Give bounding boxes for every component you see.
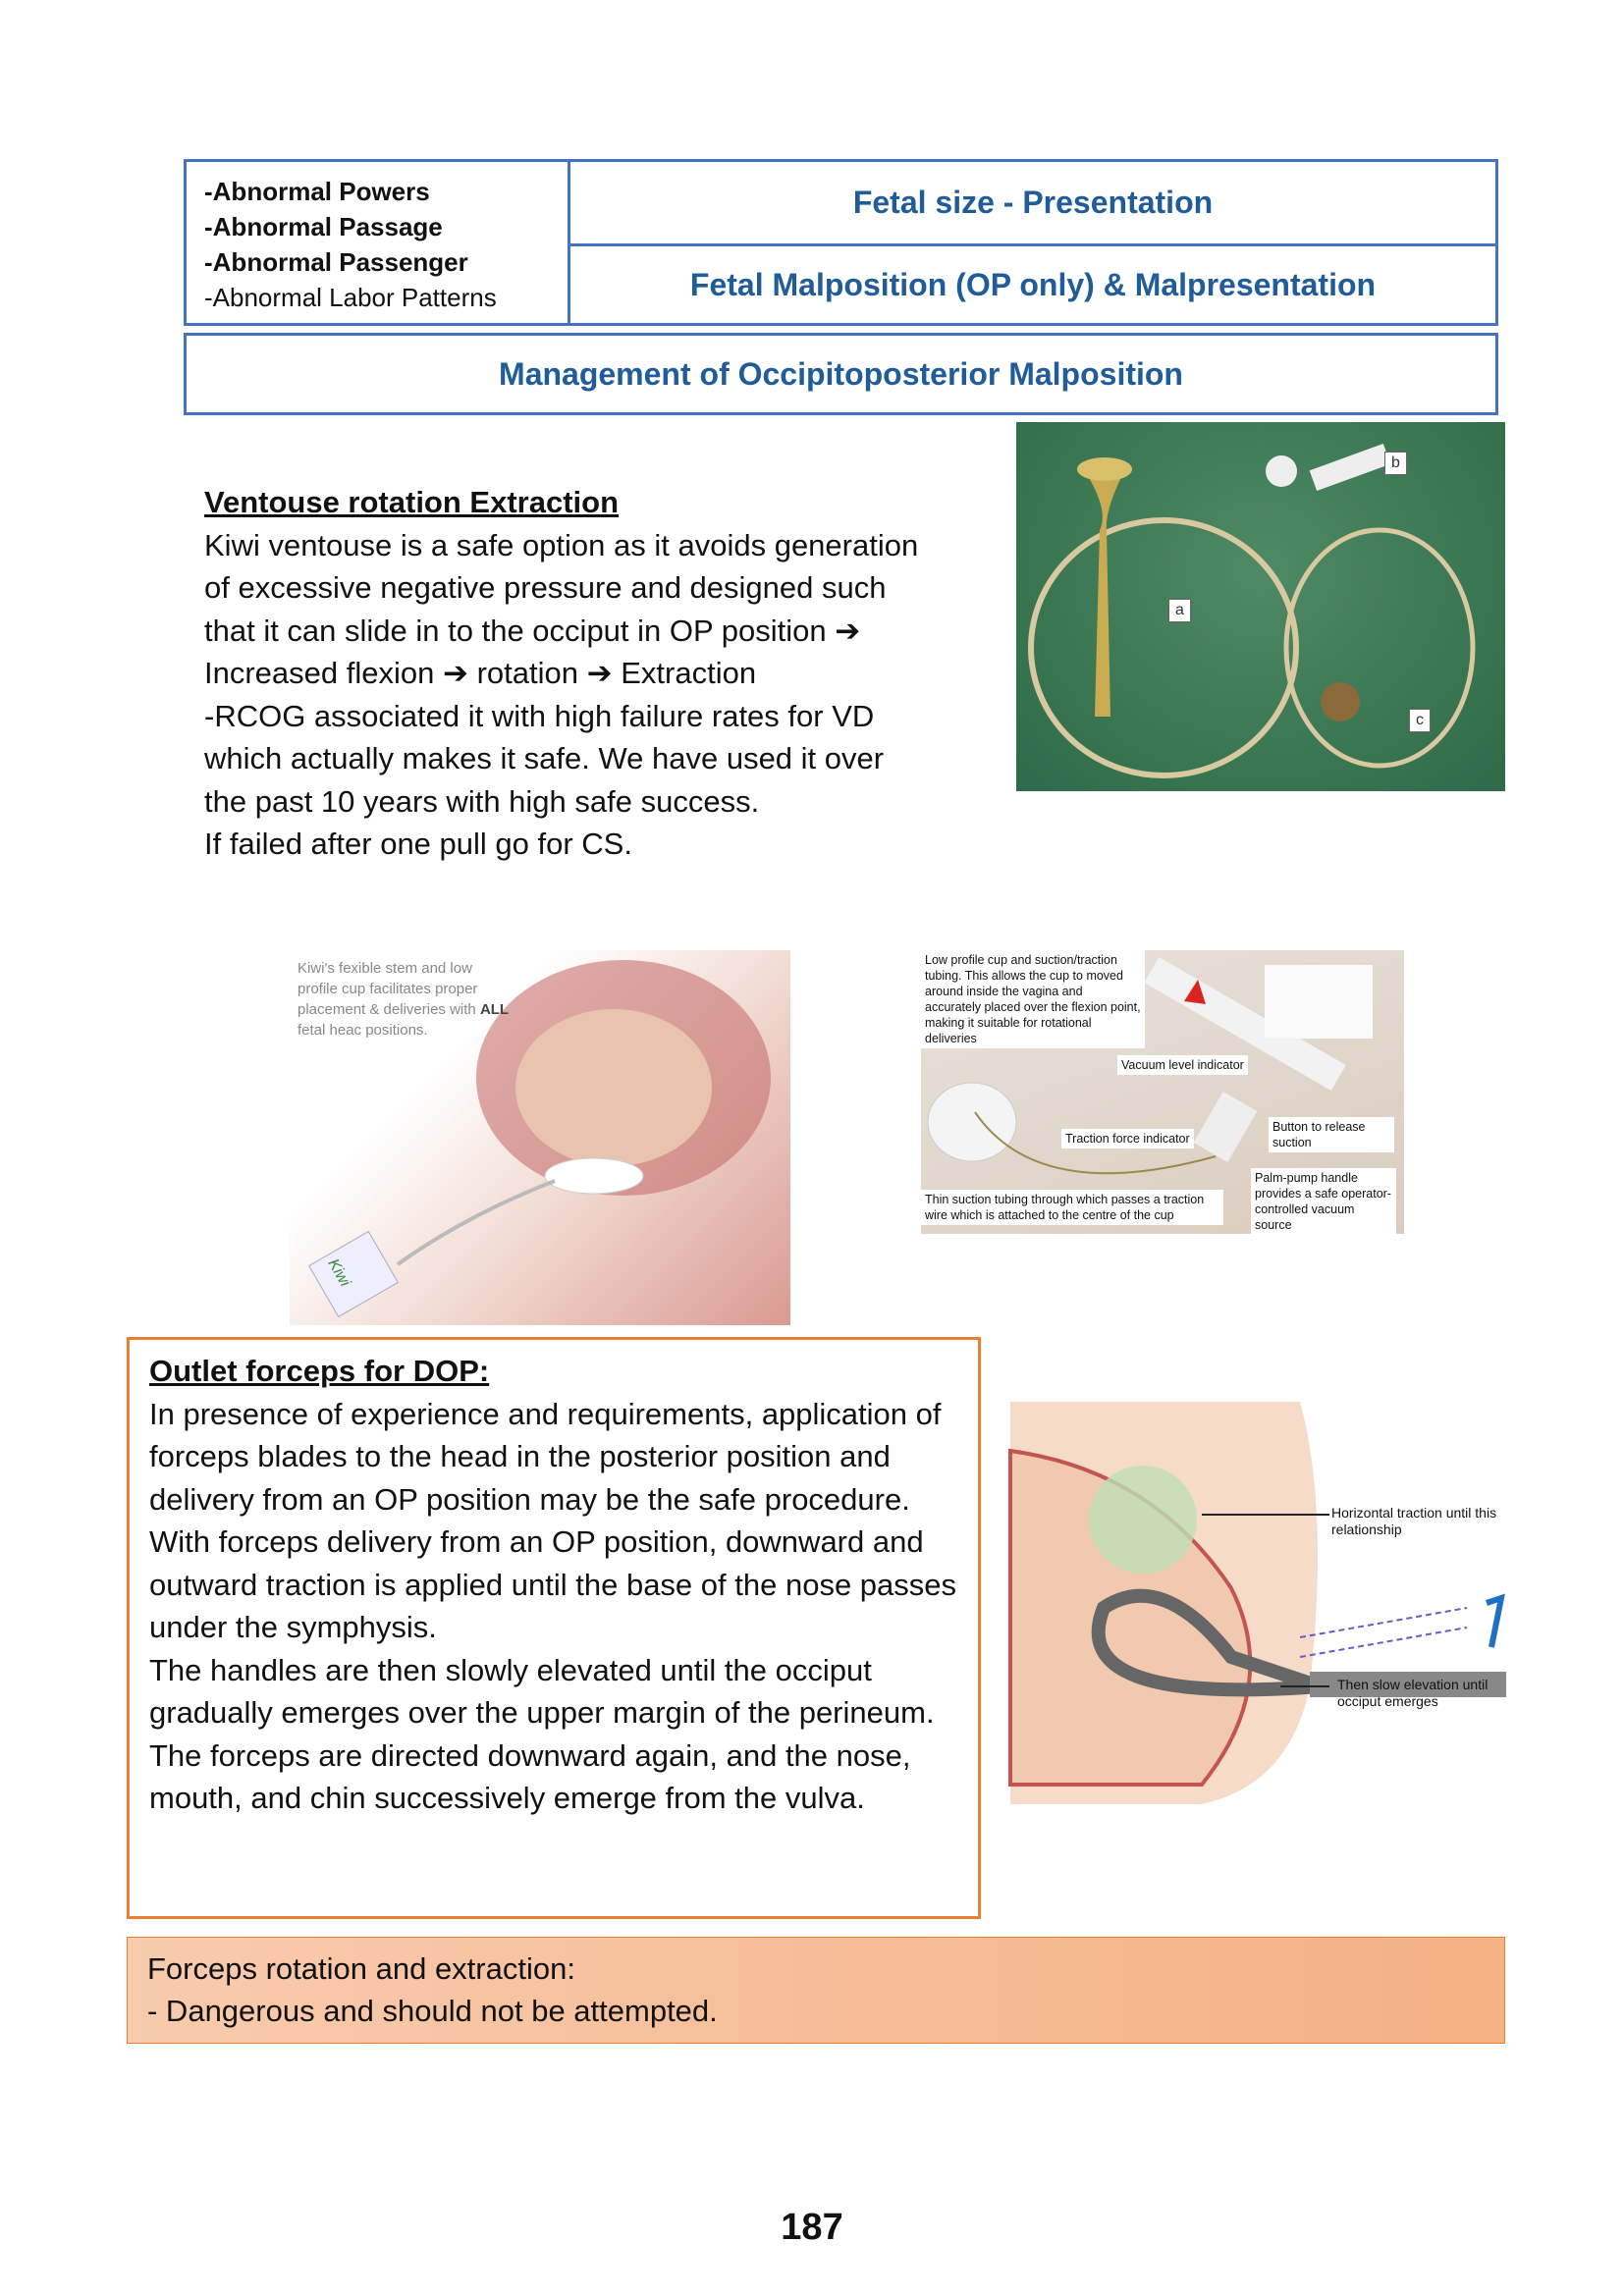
causes-list <box>184 159 570 326</box>
kiwi-brand: Kiwi <box>324 1255 353 1290</box>
forceps-p1: In presence of experience and requirements, application of forceps blades to the head in the posterior position and delivery from an OP position may be the safe procedure. <box>149 1396 942 1517</box>
ventouse-kit-photo <box>1016 422 1505 791</box>
kit-drawing <box>1016 422 1505 791</box>
ventouse-heading: Ventouse rotation Extraction <box>204 485 620 519</box>
kiwi-labeled-photo <box>921 950 1404 1234</box>
cause-passage: -Abnormal Passage <box>204 212 443 241</box>
topic-heading: Fetal size - Presentation <box>568 159 1498 246</box>
step-extraction: Extraction <box>621 656 757 690</box>
traction-label: Traction force indicator <box>1061 1129 1194 1148</box>
arrow-icon: ➔ <box>835 613 861 648</box>
forceps-heading: Outlet forceps for DOP: <box>149 1354 490 1388</box>
warning-title: Forceps rotation and extraction: <box>147 1951 575 1986</box>
ventouse-section <box>204 481 931 866</box>
arrow-icon: ➔ <box>586 656 613 690</box>
forceps-p3: The handles are then slowly elevated until the occiput gradually emerges over the upper margin of the perineum. The forceps are directed downward again, and the nose, mouth, and chin successively emerge from the vulva. <box>149 1652 935 1815</box>
page-number: 187 <box>781 2207 843 2248</box>
step-flexion: Increased flexion <box>204 656 435 690</box>
label-b: b <box>1384 452 1407 475</box>
label-a: a <box>1168 599 1191 622</box>
tubing-label: Thin suction tubing through which passes a traction wire which is attached to the centre of the cup <box>921 1190 1223 1225</box>
ventouse-text: Kiwi ventouse is a safe option as it avoids generation of excessive negative pressure and designed such that it can slide in to the occiput in OP position <box>204 527 919 648</box>
subtopic-heading: Fetal Malposition (OP only) & Malpresentation <box>568 243 1498 326</box>
palm-label: Palm-pump handle provides a safe operator-controlled vacuum source <box>1251 1168 1396 1234</box>
step-rotation: rotation <box>476 656 579 690</box>
arrow-icon: ➔ <box>443 656 468 690</box>
cup-label: Low profile cup and suction/traction tubing. This allows the cup to moved around inside the vagina and accurately placed over the flexion point, making it suitable for rotational deliveries <box>921 950 1145 1048</box>
cs-note: If failed after one pull go for CS. <box>204 827 632 861</box>
caption-text: Kiwi's fexible stem and low profile cup facilitates proper placement & deliveries with <box>298 960 478 1018</box>
ventouse-description <box>204 524 931 695</box>
button-label: Button to release suction <box>1269 1117 1394 1152</box>
forceps-section <box>127 1337 981 1919</box>
cause-passenger: -Abnormal Passenger <box>204 247 468 277</box>
vacuum-label: Vacuum level indicator <box>1117 1055 1248 1075</box>
kiwi-illustration <box>290 950 790 1325</box>
kiwi-caption <box>298 958 514 1041</box>
forceps-illustration <box>1005 1392 1525 1811</box>
cause-powers: -Abnormal Powers <box>204 177 430 206</box>
cause-labor-patterns: -Abnormal Labor Patterns <box>204 283 497 312</box>
horizontal-traction-label: Horizontal traction until this relationship <box>1331 1505 1497 1537</box>
label-c: c <box>1409 709 1431 732</box>
page-title: Management of Occipitoposterior Malposition <box>184 333 1498 415</box>
slow-elevation-label: Then slow elevation until occiput emerges <box>1337 1677 1489 1709</box>
forceps-p2: With forceps delivery from an OP position, downward and outward traction is applied until the base of the nose passes under the symphysis. <box>149 1524 957 1644</box>
rcog-note: -RCOG associated it with high failure rates for VD which actually makes it safe. We have used it over the past 10 years with high safe success. <box>204 698 885 819</box>
warning-box <box>127 1937 1505 2044</box>
forceps-drawing <box>1005 1392 1525 1811</box>
caption-text-end: fetal heac positions. <box>298 1022 428 1039</box>
warning-text: - Dangerous and should not be attempted. <box>147 1994 718 2028</box>
caption-bold: ALL <box>479 1001 510 1018</box>
